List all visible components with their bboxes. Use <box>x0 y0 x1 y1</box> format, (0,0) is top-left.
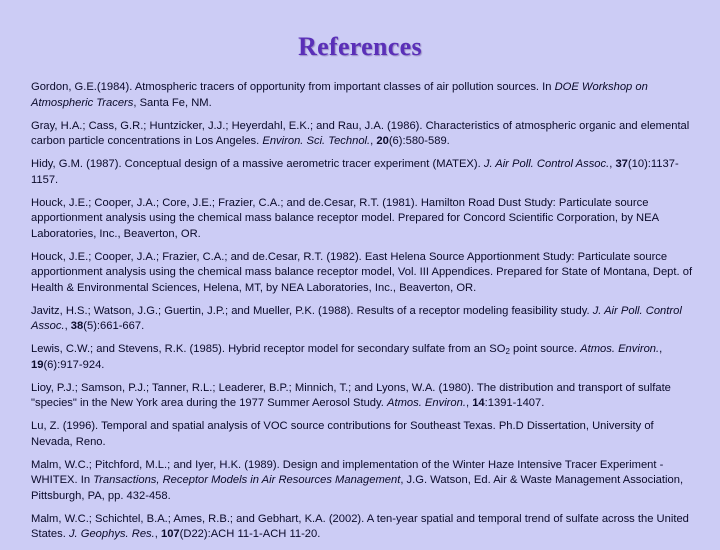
reference-entry <box>31 80 695 111</box>
reference-entry <box>31 342 695 373</box>
reference-source: J. Geophys. Res. <box>68 528 155 540</box>
reference-text: Malm, W.C.; Schichtel, B.A.; Ames, R.B.; and Gebhart, K.A. (2002). A ten-year spatial and temporal trend of sulfate across the United States. <box>31 512 689 540</box>
reference-source: Transactions, Receptor Models in Air Resources Management <box>93 474 401 486</box>
reference-text: Gray, H.A.; Cass, G.R.; Huntzicker, J.J.; Heyerdahl, E.K.; and Rau, J.A. (1986). Characteristics of atmospheric organic and elemental carbon particle concentrations in Los Angeles. <box>31 119 690 147</box>
reference-entry <box>31 157 695 188</box>
reference-list <box>31 80 695 550</box>
reference-volume: 38 <box>70 320 84 332</box>
reference-entry <box>31 381 695 412</box>
reference-source: J. Air Poll. Control Assoc. <box>483 158 610 170</box>
reference-text: Gordon, G.E.(1984). Atmospheric tracers of opportunity from important classes of air pollution sources. In <box>31 81 555 93</box>
reference-text: Hidy, G.M. (1987). Conceptual design of a massive aerometric tracer experiment (MATEX). <box>31 158 484 170</box>
reference-text: point source. <box>509 343 581 355</box>
reference-text: , <box>370 135 377 147</box>
reference-text: Lewis, C.W.; and Stevens, R.K. (1985). Hybrid receptor model for secondary sulfate from an SO <box>31 343 506 355</box>
reference-text: Lu, Z. (1996). Temporal and spatial analysis of VOC source contributions for Southeast Texas. Ph.D Dissertation, University of Nevada, Reno. <box>31 420 654 448</box>
reference-text: (6):580-589. <box>388 135 450 147</box>
reference-text: Malm, W.C.; Pitchford, M.L.; and Iyer, H.K. (1989). Design and implementation of the Winter Haze Intensive Tracer Experiment - WHITEX. In <box>31 458 664 486</box>
reference-volume: 20 <box>376 135 389 147</box>
reference-text: , <box>609 158 616 170</box>
reference-text: , <box>465 397 473 409</box>
reference-source: Atmos. Environ. <box>387 397 466 409</box>
reference-entry <box>31 512 695 543</box>
reference-entry <box>31 458 695 505</box>
reference-text: Lioy, P.J.; Samson, P.J.; Tanner, R.L.; Leaderer, B.P.; Minnich, T.; and Lyons, W.A. (1980). The distribution and transport of sulfate "species" in the New York area during the 1977 Summer Aerosol Study. <box>31 381 671 409</box>
reference-volume: 37 <box>615 158 628 170</box>
reference-text: , J.G. Watson, Ed. Air & Waste Management Association, Pittsburgh, PA, pp. 432-458. <box>31 474 684 502</box>
reference-entry <box>31 119 695 150</box>
page-title: References <box>298 32 422 61</box>
reference-text: , <box>154 528 161 540</box>
reference-volume: 19 <box>31 358 44 371</box>
reference-source: Environ. Sci. Technol. <box>262 135 371 147</box>
reference-text: (5):661-667. <box>83 320 145 332</box>
reference-entry <box>31 304 695 335</box>
reference-text: , Santa Fe, NM. <box>133 96 212 109</box>
reference-source: J. Air Poll. Control Assoc. <box>31 304 682 332</box>
subscript: 2 <box>505 347 510 356</box>
reference-entry <box>31 250 695 297</box>
reference-text: :1391-1407. <box>484 397 545 409</box>
reference-source: DOE Workshop on Atmospheric Tracers <box>31 81 648 109</box>
reference-source: Atmos. Environ. <box>580 343 660 355</box>
reference-text: Houck, J.E.; Cooper, J.A.; Core, J.E.; Frazier, C.A.; and de.Cesar, R.T. (1981). Hamilton Road Dust Study: Particulate source apportionment analysis using the chemical mass balance receptor model. Prepared for Concord Scientific Corporation, by NEA Laboratories, Inc., Beaverton, OR. <box>31 196 659 240</box>
reference-text: , <box>659 343 663 355</box>
reference-volume: 14 <box>472 397 485 409</box>
reference-text: (6):917-924. <box>43 358 105 371</box>
reference-text: (D22):ACH 11-1-ACH 11-20. <box>179 528 321 540</box>
reference-text: , <box>64 320 71 332</box>
reference-text: Javitz, H.S.; Watson, J.G.; Guertin, J.P.; and Mueller, P.K. (1988). Results of a receptor modeling feasibility study. <box>31 304 593 317</box>
reference-text: (10):1137-1157. <box>31 158 679 186</box>
reference-entry <box>31 196 695 243</box>
reference-text: Houck, J.E.; Cooper, J.A.; Frazier, C.A.; and de.Cesar, R.T. (1982). East Helena Source Apportionment Study: Particulate source apportionment analysis using the chemical mass balance receptor model, Vol. III Appendices. Prepared for State of Montana, Dept. of Health & Environmental Sciences, Helena, MT, by NEA Laboratories, Inc., Beaverton, OR. <box>31 250 693 294</box>
reference-entry <box>31 419 695 450</box>
reference-volume: 107 <box>160 528 180 540</box>
